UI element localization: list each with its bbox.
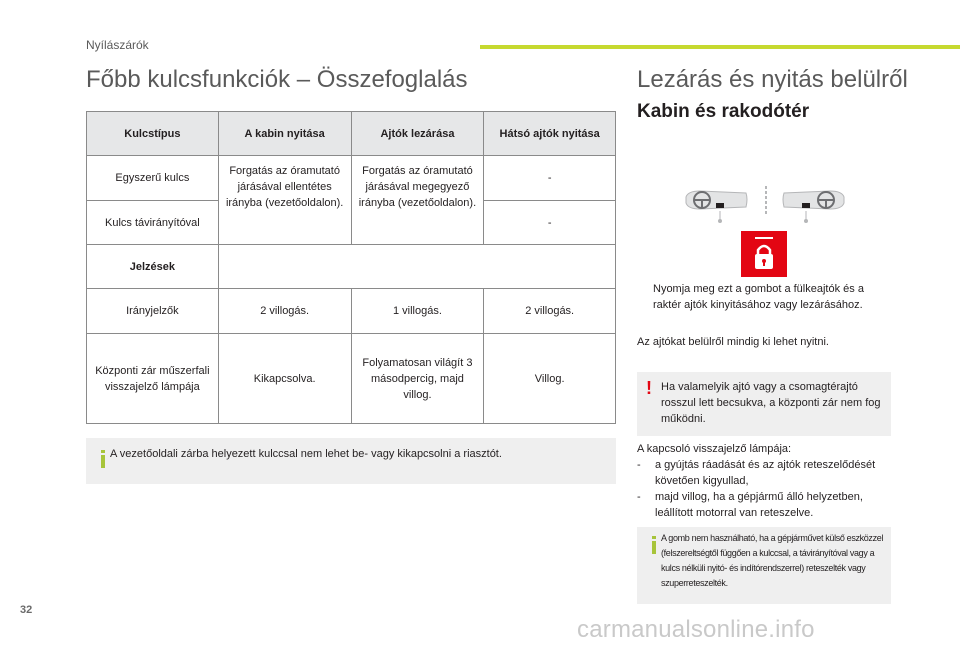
table-cell: Forgatás az óramutató járásával megegyező irányba (vezetőoldalon). — [351, 156, 484, 245]
table-row — [87, 156, 616, 201]
table-cell: Forgatás az óramutató járásával ellentétes irányba (vezetőoldalon). — [218, 156, 351, 245]
page-number: 32 — [20, 604, 33, 616]
info-note — [86, 438, 616, 484]
right-subheading: Kabin és rakodótér — [637, 101, 810, 122]
table-header: Hátsó ajtók nyitása — [484, 112, 616, 156]
warning-note — [637, 372, 891, 436]
table-cell: 2 villogás. — [484, 289, 616, 334]
table-row — [87, 245, 616, 289]
table-cell: 2 villogás. — [218, 289, 351, 334]
table-row — [87, 334, 616, 424]
table-row — [87, 289, 616, 334]
info-note — [637, 527, 891, 604]
section-title: Nyílászárók — [86, 38, 149, 52]
info-note-text: A gomb nem használható, ha a gépjárművet külső eszközzel (felszereltségtől függően a kulccsal, a távirányítóval vagy a kulcs nélküli nyitó- és indítórendszerrel) reteszelték vagy szuperreteszelték. — [661, 533, 884, 588]
right-heading: Lezárás és nyitás belülről — [637, 66, 908, 93]
table-cell: Irányjelzők — [87, 289, 219, 334]
table-cell: - — [484, 156, 616, 201]
list-item-text: a gyújtás ráadását és az ajtók reteszelődését követően kigyullad, — [655, 459, 876, 487]
paragraph: A kapcsoló visszajelző lámpája: — [637, 443, 792, 455]
warning-icon: ! — [646, 378, 652, 398]
left-heading: Főbb kulcsfunkciók – Összefoglalás — [86, 66, 468, 93]
table-cell: - — [484, 201, 616, 245]
table-cell: Villog. — [484, 334, 616, 424]
steering-wheel-right-icon — [783, 191, 844, 223]
info-note-text: A vezetőoldali zárba helyezett kulccsal nem lehet be- vagy kikapcsolni a riasztót. — [110, 448, 502, 460]
table-cell: Kulcs távirányítóval — [87, 201, 219, 245]
table-cell: Jelzések — [87, 245, 219, 289]
bullet-text: Nyomja meg ezt a gombot a fülkeajtók és a raktér ajtók kinyitásához vagy lezárásához. — [653, 283, 864, 311]
lock-button-icon — [741, 231, 787, 277]
paragraph: Az ajtókat belülről mindig ki lehet nyitni. — [637, 336, 829, 348]
table-cell: 1 villogás. — [351, 289, 484, 334]
list-item-text: majd villog, ha a gépjármű álló helyzetben, leállított motorral van reteszelve. — [655, 491, 863, 519]
table-cell: Folyamatosan világít 3 másodpercig, majd villog. — [351, 334, 484, 424]
table-header-row — [87, 112, 616, 156]
table-cell: Egyszerű kulcs — [87, 156, 219, 201]
table-header: Kulcstípus — [87, 112, 219, 156]
table-cell: Központi zár műszerfali visszajelző lámpája — [87, 334, 219, 424]
table-cell — [218, 245, 615, 289]
table-header: Ajtók lezárása — [351, 112, 484, 156]
accent-bar — [480, 45, 960, 49]
steering-wheel-left-icon — [686, 191, 747, 223]
info-icon — [95, 450, 111, 468]
key-functions-table — [86, 111, 616, 424]
lock-button-illustration — [680, 183, 850, 278]
table-header: A kabin nyitása — [218, 112, 351, 156]
table-cell: Kikapcsolva. — [218, 334, 351, 424]
info-icon — [646, 536, 662, 554]
watermark: carmanualsonline.info — [577, 616, 815, 643]
warning-text: Ha valamelyik ajtó vagy a csomagtérajtó rosszul lett becsukva, a központi zár nem fog működni. — [661, 381, 881, 425]
